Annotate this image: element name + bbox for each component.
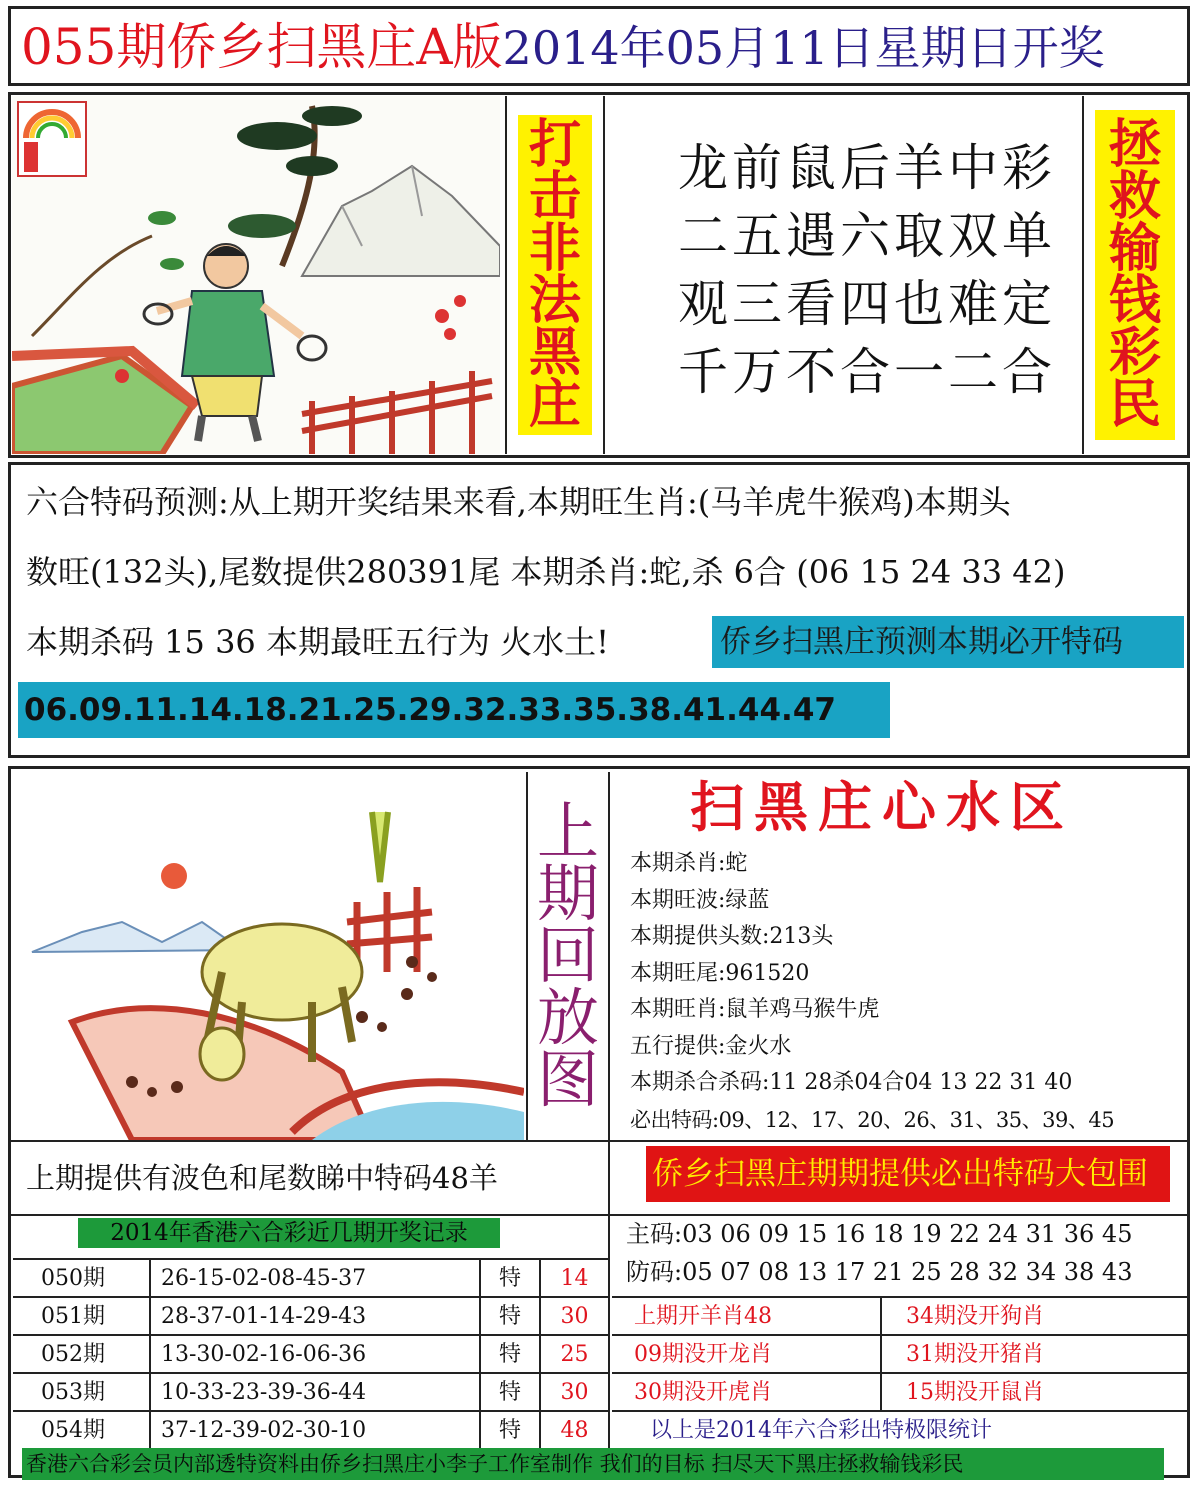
special-value: 48: [539, 1412, 608, 1450]
tip-item: 本期旺波:绿蓝: [630, 887, 770, 913]
replay-char: 放: [536, 981, 599, 1054]
table-row: [13, 1258, 608, 1296]
prediction-line-2: 数旺(132头),尾数提供280391尾 本期杀肖:蛇,杀 6合 (06 15 24 33 42): [26, 553, 1066, 591]
poem-line: 龙前鼠后羊中彩: [678, 139, 1056, 197]
numbers-cell: 26-15-02-08-45-37: [149, 1260, 479, 1298]
summary-divider: [10, 1140, 1188, 1142]
special-label: 特: [479, 1336, 539, 1374]
special-value: 14: [539, 1260, 608, 1298]
summary-right-banner: 侨乡扫黑庄期期提供必出特码大包围: [646, 1146, 1170, 1202]
slogan-char: 击: [528, 166, 581, 227]
tips-heading: 扫黑庄心水区: [690, 775, 1074, 839]
numbers-cell: 28-37-01-14-29-43: [149, 1298, 479, 1336]
period-cell: 053期: [41, 1380, 105, 1405]
slogan-char: 庄: [528, 374, 581, 435]
stats-cell: 上期开羊肖48: [634, 1304, 772, 1329]
table-row: [13, 1296, 608, 1334]
stats-row: [612, 1372, 1190, 1410]
table-row: [13, 1334, 608, 1372]
prediction-banner: 侨乡扫黑庄预测本期必开特码: [712, 616, 1184, 668]
records-heading: 2014年香港六合彩近几期开奖记录: [78, 1218, 500, 1248]
replay-char: 期: [536, 857, 599, 930]
poem-line: 千万不合一二合: [678, 343, 1056, 401]
summary-divider-vertical: [608, 1140, 610, 1478]
replay-char: 图: [536, 1043, 599, 1116]
slogan-char: 救: [1108, 166, 1161, 227]
special-label: 特: [479, 1260, 539, 1298]
guard-codes: 防码:05 07 08 13 17 21 25 28 32 34 38 43: [626, 1258, 1133, 1286]
table-row: [13, 1410, 608, 1448]
stats-cell: 15期没开鼠肖: [880, 1374, 1044, 1412]
footer-banner: 香港六合彩会员内部透特资料由侨乡扫黑庄小李子工作室制作 我们的目标 扫尽天下黑庄拯救输钱彩民: [22, 1448, 1164, 1480]
slogan-char: 法: [528, 270, 581, 331]
poem-line: 二五遇六取双单: [678, 207, 1056, 265]
slogan-char: 非: [528, 218, 581, 279]
illustration-sheep: [12, 772, 524, 1140]
poem-block: [610, 96, 1080, 454]
table-row: [13, 1372, 608, 1410]
tip-item: 五行提供:金火水: [630, 1033, 792, 1059]
slogan-save-players: [1082, 96, 1186, 454]
last-issue-replay-title: [526, 772, 610, 1140]
replay-char: 回: [536, 919, 599, 992]
title-issue: 055期侨乡扫黑庄A版: [21, 18, 503, 76]
slogan-char: 输: [1108, 218, 1161, 279]
special-label: 特: [479, 1374, 539, 1412]
slogan-fight-illegal: [505, 96, 605, 454]
stats-cell: 34期没开狗肖: [880, 1298, 1044, 1336]
period-cell: 051期: [41, 1304, 105, 1329]
prediction-line-1: 六合特码预测:从上期开奖结果来看,本期旺生肖:(马羊虎牛猴鸡)本期头: [26, 483, 1011, 521]
stats-note: 以上是2014年六合彩出特极限统计: [650, 1418, 992, 1443]
stats-cell: 30期没开虎肖: [634, 1380, 772, 1405]
stats-cell: 09期没开龙肖: [634, 1342, 772, 1367]
tip-item: 本期提供头数:213头: [630, 924, 834, 949]
tip-item: 本期旺尾:961520: [630, 960, 810, 986]
summary-left-text: 上期提供有波色和尾数睇中特码48羊: [26, 1161, 498, 1195]
page-title: [21, 15, 1105, 80]
main-codes: 主码:03 06 09 15 16 18 19 22 24 31 36 45: [626, 1220, 1133, 1248]
stats-row: [612, 1334, 1190, 1372]
stats-cell: 31期没开猪肖: [880, 1336, 1044, 1374]
numbers-cell: 13-30-02-16-06-36: [149, 1336, 479, 1374]
stats-row: [612, 1296, 1190, 1334]
special-value: 30: [539, 1374, 608, 1412]
prediction-line-3: 本期杀码 15 36 本期最旺五行为 火水土!: [26, 623, 609, 661]
tip-item: 本期杀合杀码:11 28杀04合04 13 22 31 40: [630, 1070, 1073, 1095]
slogan-char: 黑: [528, 322, 581, 383]
period-cell: 054期: [41, 1418, 105, 1443]
special-value: 30: [539, 1298, 608, 1336]
period-cell: 052期: [41, 1342, 105, 1367]
illustration-boy: [12, 96, 500, 454]
slogan-char: 打: [528, 114, 581, 175]
numbers-cell: 10-33-23-39-36-44: [149, 1374, 479, 1412]
numbers-cell: 37-12-39-02-30-10: [149, 1412, 479, 1450]
tip-item: 本期旺肖:鼠羊鸡马猴牛虎: [630, 997, 880, 1022]
period-cell: 050期: [41, 1266, 105, 1291]
replay-char: 上: [536, 795, 599, 868]
slogan-char: 民: [1108, 374, 1161, 435]
poem-line: 观三看四也难定: [678, 275, 1056, 333]
special-value: 25: [539, 1336, 608, 1374]
slogan-char: 拯: [1108, 114, 1161, 175]
special-label: 特: [479, 1412, 539, 1450]
stats-note-row: [612, 1410, 1190, 1448]
tips-list: [630, 846, 1190, 1138]
must-open-numbers: 06.09.11.14.18.21.25.29.32.33.35.38.41.44.47: [18, 682, 890, 738]
slogan-char: 钱: [1108, 270, 1161, 331]
header-bar: [8, 6, 1190, 86]
special-label: 特: [479, 1298, 539, 1336]
tip-item: 本期杀肖:蛇: [630, 851, 748, 876]
tip-item: 必出特码:09、12、17、20、26、31、35、39、45: [630, 1107, 1115, 1132]
title-date: 2014年05月11日星期日开奖: [502, 21, 1105, 75]
slogan-char: 彩: [1108, 322, 1161, 383]
